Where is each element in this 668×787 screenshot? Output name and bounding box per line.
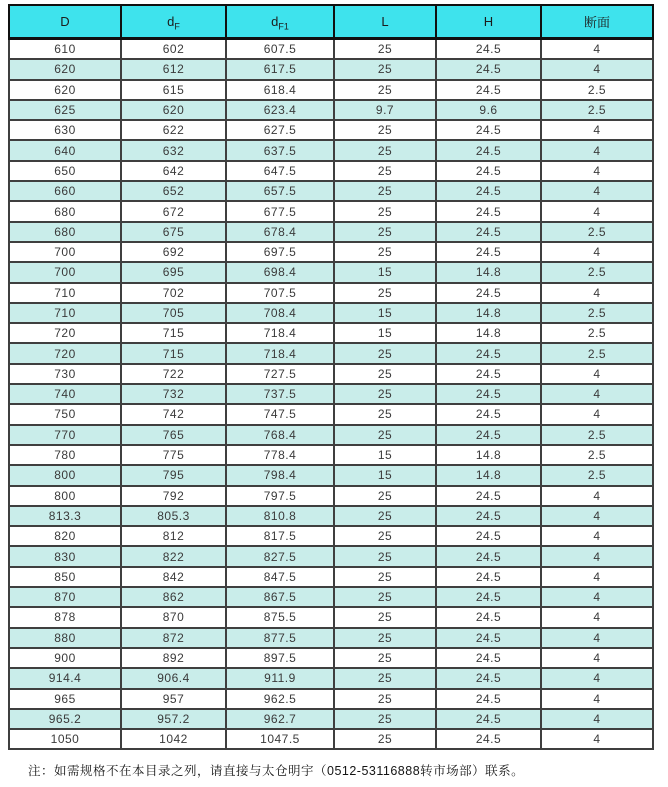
table-row — [9, 526, 653, 546]
table-cell: 800 — [9, 465, 121, 485]
table-cell: 642 — [121, 161, 226, 181]
table-cell: 847.5 — [226, 567, 334, 587]
column-header-H — [436, 5, 541, 39]
table-cell: 722 — [121, 364, 226, 384]
column-header-label: 断面 — [583, 15, 610, 30]
table-cell: 798.4 — [226, 465, 334, 485]
table-cell: 4 — [541, 648, 653, 668]
table-cell: 24.5 — [436, 39, 541, 60]
table-row — [9, 161, 653, 181]
table-cell: 708.4 — [226, 303, 334, 323]
table-cell: 25 — [334, 506, 436, 526]
table-cell: 775 — [121, 445, 226, 465]
table-cell: 24.5 — [436, 161, 541, 181]
table-cell: 962.7 — [226, 709, 334, 729]
table-cell: 15 — [334, 323, 436, 343]
table-cell: 14.8 — [436, 262, 541, 282]
table-row — [9, 607, 653, 627]
table-cell: 4 — [541, 242, 653, 262]
table-cell: 965.2 — [9, 709, 121, 729]
table-cell: 2.5 — [541, 262, 653, 282]
table-cell: 842 — [121, 567, 226, 587]
table-cell: 795 — [121, 465, 226, 485]
table-cell: 25 — [334, 201, 436, 221]
table-cell: 9.6 — [436, 100, 541, 120]
table-row — [9, 425, 653, 445]
table-cell: 862 — [121, 587, 226, 607]
table-cell: 650 — [9, 161, 121, 181]
table-cell: 25 — [334, 404, 436, 424]
table-cell: 677.5 — [226, 201, 334, 221]
table-cell: 715 — [121, 323, 226, 343]
table-cell: 680 — [9, 222, 121, 242]
table-cell: 692 — [121, 242, 226, 262]
table-cell: 710 — [9, 283, 121, 303]
table-cell: 14.8 — [436, 323, 541, 343]
table-cell: 25 — [334, 283, 436, 303]
table-cell: 4 — [541, 526, 653, 546]
table-cell: 25 — [334, 567, 436, 587]
table-cell: 4 — [541, 404, 653, 424]
table-cell: 14.8 — [436, 445, 541, 465]
table-cell: 732 — [121, 384, 226, 404]
table-row — [9, 404, 653, 424]
table-cell: 25 — [334, 161, 436, 181]
table-cell: 797.5 — [226, 486, 334, 506]
table-cell: 24.5 — [436, 587, 541, 607]
table-cell: 770 — [9, 425, 121, 445]
table-cell: 24.5 — [436, 222, 541, 242]
table-cell: 24.5 — [436, 201, 541, 221]
table-cell: 2.5 — [541, 80, 653, 100]
spec-table — [8, 4, 654, 750]
table-cell: 24.5 — [436, 506, 541, 526]
column-header-label: H — [483, 14, 494, 29]
table-cell: 623.4 — [226, 100, 334, 120]
table-row — [9, 201, 653, 221]
table-cell: 610 — [9, 39, 121, 60]
table-cell: 740 — [9, 384, 121, 404]
table-cell: 707.5 — [226, 283, 334, 303]
table-cell: 24.5 — [436, 343, 541, 363]
table-cell: 15 — [334, 262, 436, 282]
table-cell: 24.5 — [436, 242, 541, 262]
table-row — [9, 120, 653, 140]
table-cell: 2.5 — [541, 323, 653, 343]
table-cell: 742 — [121, 404, 226, 424]
table-cell: 660 — [9, 181, 121, 201]
table-cell: 697.5 — [226, 242, 334, 262]
table-body — [9, 39, 653, 750]
table-row — [9, 181, 653, 201]
table-cell: 718.4 — [226, 323, 334, 343]
table-cell: 25 — [334, 181, 436, 201]
table-cell: 25 — [334, 80, 436, 100]
table-row — [9, 303, 653, 323]
table-row — [9, 59, 653, 79]
table-row — [9, 323, 653, 343]
table-cell: 4 — [541, 689, 653, 709]
table-cell: 897.5 — [226, 648, 334, 668]
table-cell: 4 — [541, 140, 653, 160]
table-cell: 24.5 — [436, 181, 541, 201]
table-cell: 24.5 — [436, 648, 541, 668]
table-cell: 747.5 — [226, 404, 334, 424]
table-cell: 25 — [334, 120, 436, 140]
table-cell: 612 — [121, 59, 226, 79]
table-cell: 1042 — [121, 729, 226, 749]
table-cell: 9.7 — [334, 100, 436, 120]
table-cell: 647.5 — [226, 161, 334, 181]
table-cell: 768.4 — [226, 425, 334, 445]
table-cell: 778.4 — [226, 445, 334, 465]
table-cell: 4 — [541, 607, 653, 627]
column-header-D — [9, 5, 121, 39]
table-cell: 957 — [121, 689, 226, 709]
column-header-duanmian — [541, 5, 653, 39]
table-cell: 640 — [9, 140, 121, 160]
table-cell: 24.5 — [436, 628, 541, 648]
table-cell: 792 — [121, 486, 226, 506]
table-cell: 2.5 — [541, 303, 653, 323]
table-cell: 878 — [9, 607, 121, 627]
table-cell: 602 — [121, 39, 226, 60]
table-cell: 25 — [334, 486, 436, 506]
table-cell: 2.5 — [541, 100, 653, 120]
table-cell: 24.5 — [436, 59, 541, 79]
table-cell: 675 — [121, 222, 226, 242]
table-row — [9, 648, 653, 668]
table-cell: 870 — [121, 607, 226, 627]
table-row — [9, 283, 653, 303]
table-cell: 672 — [121, 201, 226, 221]
column-header-dF1 — [226, 5, 334, 39]
table-cell: 718.4 — [226, 343, 334, 363]
table-cell: 850 — [9, 567, 121, 587]
table-cell: 24.5 — [436, 526, 541, 546]
table-cell: 827.5 — [226, 546, 334, 566]
table-cell: 25 — [334, 689, 436, 709]
table-cell: 24.5 — [436, 80, 541, 100]
table-cell: 4 — [541, 668, 653, 688]
table-cell: 24.5 — [436, 140, 541, 160]
table-cell: 4 — [541, 283, 653, 303]
table-cell: 720 — [9, 323, 121, 343]
table-cell: 4 — [541, 709, 653, 729]
table-cell: 24.5 — [436, 364, 541, 384]
table-cell: 25 — [334, 709, 436, 729]
table-cell: 872 — [121, 628, 226, 648]
table-cell: 25 — [334, 39, 436, 60]
table-cell: 24.5 — [436, 425, 541, 445]
table-cell: 4 — [541, 506, 653, 526]
table-cell: 962.5 — [226, 689, 334, 709]
table-cell: 25 — [334, 546, 436, 566]
table-cell: 700 — [9, 242, 121, 262]
note-text: 注：如需规格不在本目录之列，请直接与太仓明宇（0512-53116888转市场部）联系。 — [28, 764, 525, 779]
table-cell: 24.5 — [436, 709, 541, 729]
table-cell: 637.5 — [226, 140, 334, 160]
table-row — [9, 486, 653, 506]
table-cell: 630 — [9, 120, 121, 140]
column-header-label: L — [381, 14, 389, 29]
table-cell: 24.5 — [436, 283, 541, 303]
table-cell: 800 — [9, 486, 121, 506]
table-cell: 632 — [121, 140, 226, 160]
table-cell: 617.5 — [226, 59, 334, 79]
table-cell: 867.5 — [226, 587, 334, 607]
column-header-subscript: F — [174, 21, 180, 32]
table-cell: 911.9 — [226, 668, 334, 688]
table-cell: 727.5 — [226, 364, 334, 384]
table-cell: 2.5 — [541, 445, 653, 465]
table-cell: 25 — [334, 222, 436, 242]
table-cell: 620 — [9, 59, 121, 79]
table-cell: 15 — [334, 465, 436, 485]
table-cell: 24.5 — [436, 668, 541, 688]
table-cell: 615 — [121, 80, 226, 100]
table-cell: 25 — [334, 607, 436, 627]
table-row — [9, 80, 653, 100]
table-cell: 657.5 — [226, 181, 334, 201]
column-header-subscript: F1 — [278, 21, 289, 32]
table-cell: 805.3 — [121, 506, 226, 526]
table-row — [9, 668, 653, 688]
table-cell: 14.8 — [436, 465, 541, 485]
table-cell: 24.5 — [436, 567, 541, 587]
table-row — [9, 343, 653, 363]
table-cell: 702 — [121, 283, 226, 303]
table-cell: 877.5 — [226, 628, 334, 648]
table-cell: 24.5 — [436, 546, 541, 566]
table-cell: 914.4 — [9, 668, 121, 688]
table-cell: 678.4 — [226, 222, 334, 242]
table-cell: 4 — [541, 161, 653, 181]
table-cell: 705 — [121, 303, 226, 323]
table-cell: 820 — [9, 526, 121, 546]
table-cell: 627.5 — [226, 120, 334, 140]
table-cell: 715 — [121, 343, 226, 363]
table-cell: 2.5 — [541, 425, 653, 445]
table-cell: 892 — [121, 648, 226, 668]
table-row — [9, 628, 653, 648]
table-row — [9, 384, 653, 404]
table-cell: 607.5 — [226, 39, 334, 60]
table-cell: 4 — [541, 628, 653, 648]
table-cell: 25 — [334, 587, 436, 607]
table-cell: 4 — [541, 729, 653, 749]
table-cell: 25 — [334, 425, 436, 445]
table-cell: 2.5 — [541, 343, 653, 363]
table-cell: 25 — [334, 384, 436, 404]
table-cell: 4 — [541, 120, 653, 140]
table-cell: 4 — [541, 39, 653, 60]
table-row — [9, 222, 653, 242]
table-row — [9, 242, 653, 262]
table-cell: 25 — [334, 59, 436, 79]
table-cell: 957.2 — [121, 709, 226, 729]
table-cell: 25 — [334, 628, 436, 648]
column-header-label: d — [271, 14, 279, 29]
table-cell: 812 — [121, 526, 226, 546]
column-header-L — [334, 5, 436, 39]
table-cell: 25 — [334, 364, 436, 384]
table-cell: 695 — [121, 262, 226, 282]
table-row — [9, 689, 653, 709]
table-cell: 25 — [334, 343, 436, 363]
table-cell: 870 — [9, 587, 121, 607]
table-cell: 15 — [334, 303, 436, 323]
table-cell: 737.5 — [226, 384, 334, 404]
table-cell: 780 — [9, 445, 121, 465]
table-row — [9, 445, 653, 465]
table-row — [9, 100, 653, 120]
table-cell: 1050 — [9, 729, 121, 749]
table-cell: 750 — [9, 404, 121, 424]
column-header-label: d — [167, 14, 175, 29]
table-cell: 700 — [9, 262, 121, 282]
table-cell: 765 — [121, 425, 226, 445]
table-cell: 2.5 — [541, 465, 653, 485]
table-row — [9, 506, 653, 526]
table-row — [9, 465, 653, 485]
table-cell: 730 — [9, 364, 121, 384]
table-cell: 4 — [541, 59, 653, 79]
table-cell: 620 — [121, 100, 226, 120]
table-cell: 24.5 — [436, 120, 541, 140]
table-cell: 4 — [541, 201, 653, 221]
table-cell: 622 — [121, 120, 226, 140]
table-cell: 813.3 — [9, 506, 121, 526]
table-cell: 4 — [541, 364, 653, 384]
table-row — [9, 546, 653, 566]
table-cell: 652 — [121, 181, 226, 201]
table-row — [9, 140, 653, 160]
table-cell: 4 — [541, 546, 653, 566]
table-cell: 810.8 — [226, 506, 334, 526]
table-cell: 24.5 — [436, 729, 541, 749]
table-cell: 1047.5 — [226, 729, 334, 749]
table-cell: 906.4 — [121, 668, 226, 688]
table-cell: 24.5 — [436, 607, 541, 627]
table-row — [9, 262, 653, 282]
table-cell: 4 — [541, 567, 653, 587]
table-cell: 2.5 — [541, 222, 653, 242]
table-row — [9, 709, 653, 729]
table-cell: 710 — [9, 303, 121, 323]
table-cell: 25 — [334, 668, 436, 688]
column-header-label: D — [60, 14, 70, 29]
table-cell: 4 — [541, 384, 653, 404]
table-cell: 24.5 — [436, 486, 541, 506]
column-header-dF — [121, 5, 226, 39]
table-cell: 4 — [541, 587, 653, 607]
table-cell: 880 — [9, 628, 121, 648]
table-cell: 875.5 — [226, 607, 334, 627]
table-header-row — [9, 5, 653, 39]
table-cell: 25 — [334, 648, 436, 668]
table-cell: 24.5 — [436, 384, 541, 404]
table-cell: 822 — [121, 546, 226, 566]
table-cell: 24.5 — [436, 404, 541, 424]
table-cell: 25 — [334, 140, 436, 160]
table-row — [9, 587, 653, 607]
table-cell: 817.5 — [226, 526, 334, 546]
table-cell: 25 — [334, 242, 436, 262]
table-cell: 24.5 — [436, 689, 541, 709]
table-cell: 4 — [541, 486, 653, 506]
table-cell: 900 — [9, 648, 121, 668]
table-cell: 625 — [9, 100, 121, 120]
table-cell: 620 — [9, 80, 121, 100]
table-cell: 830 — [9, 546, 121, 566]
table-cell: 698.4 — [226, 262, 334, 282]
table-cell: 4 — [541, 181, 653, 201]
table-cell: 720 — [9, 343, 121, 363]
table-cell: 14.8 — [436, 303, 541, 323]
table-row — [9, 364, 653, 384]
table-row — [9, 567, 653, 587]
table-cell: 618.4 — [226, 80, 334, 100]
table-cell: 25 — [334, 729, 436, 749]
table-row — [9, 39, 653, 60]
table-cell: 25 — [334, 526, 436, 546]
table-cell: 15 — [334, 445, 436, 465]
table-cell: 965 — [9, 689, 121, 709]
table-cell: 680 — [9, 201, 121, 221]
table-row — [9, 729, 653, 749]
